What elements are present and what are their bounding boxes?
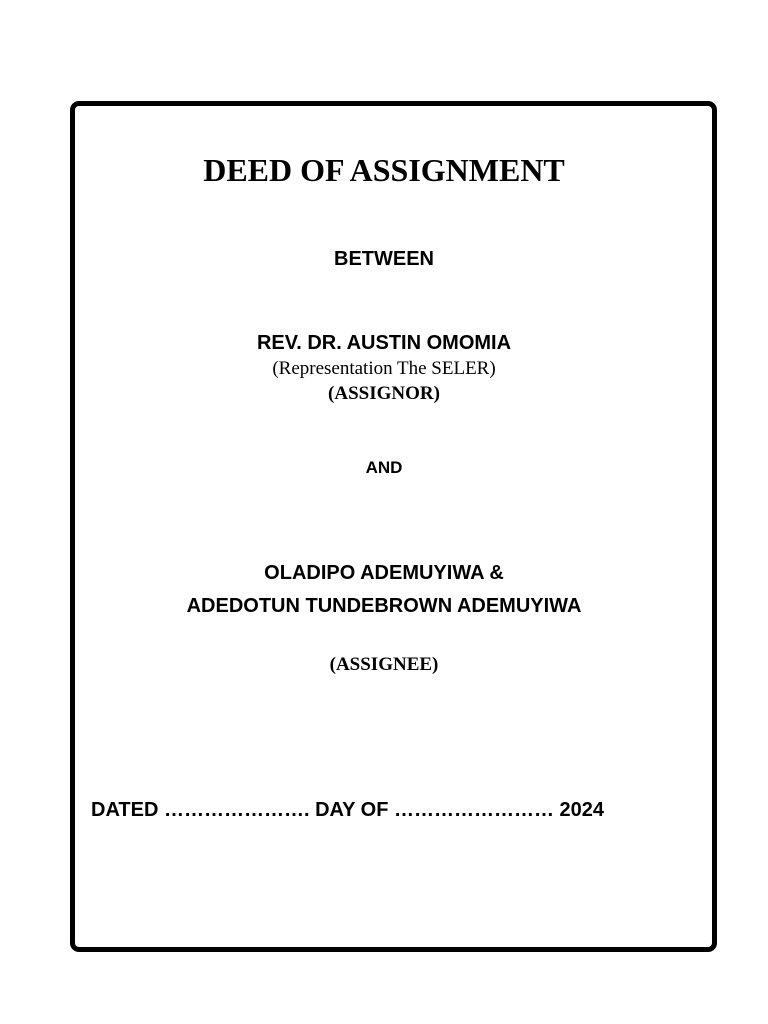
assignee-role: (ASSIGNEE)	[329, 654, 439, 675]
between-label: BETWEEN	[334, 248, 434, 270]
document-border-frame	[70, 101, 717, 952]
dated-line: DATED …………………. DAY OF …………………… 2024	[91, 799, 605, 821]
assignor-role: (ASSIGNOR)	[328, 383, 440, 404]
assignee-name-line-2: ADEDOTUN TUNDEBROWN ADEMUYIWA	[186, 595, 582, 617]
and-label: AND	[365, 458, 403, 477]
assignor-name: REV. DR. AUSTIN OMOMIA	[256, 332, 512, 354]
document-title: DEED OF ASSIGNMENT	[203, 152, 565, 188]
assignor-representation: (Representation The SELER)	[272, 358, 496, 379]
assignee-name-line-1: OLADIPO ADEMUYIWA &	[264, 562, 504, 584]
